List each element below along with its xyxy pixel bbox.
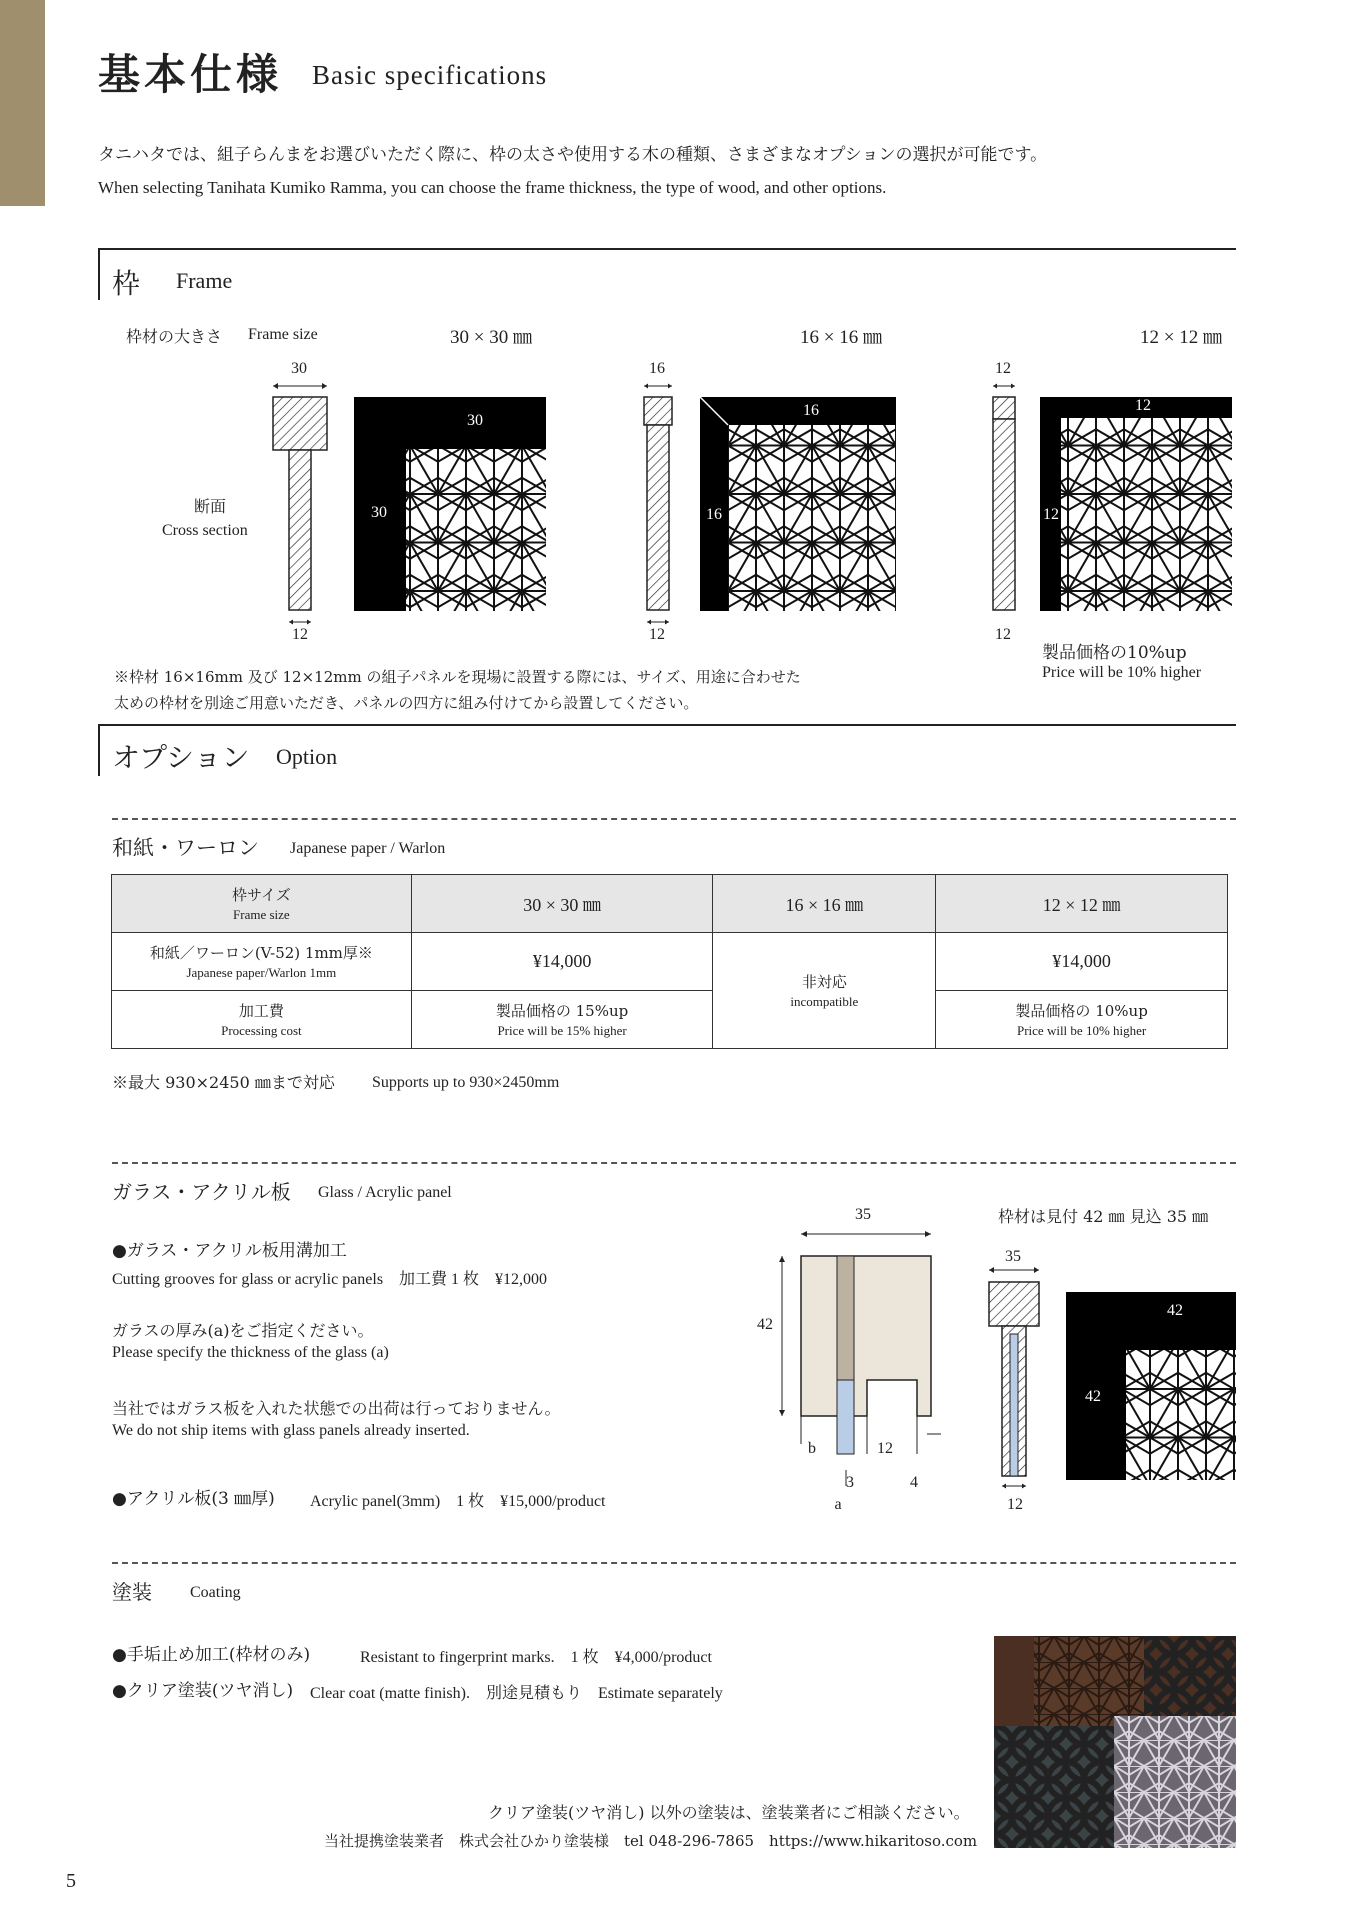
option-section-bar	[98, 724, 1236, 776]
coating-item2-en: Clear coat (matte finish). 別途見積もり Estimate separately	[310, 1685, 723, 1702]
table-cell-processing-30: 製品価格の 15%up Price will be 15% higher	[411, 991, 713, 1049]
divider-paper	[112, 818, 1236, 820]
glass-cross-section	[986, 1266, 1042, 1490]
dim-30-top: 30	[291, 360, 307, 377]
dim-12-top: 12	[995, 360, 1011, 377]
thickness-ja: ガラスの厚み(a)をご指定ください。	[112, 1321, 374, 1340]
dim-16-bottom: 12	[649, 626, 665, 643]
divider-coating	[112, 1562, 1236, 1564]
intro-text-en: When selecting Tanihata Kumiko Ramma, you can choose the frame thickness, the type of wood, and other options.	[98, 178, 887, 197]
acrylic-title-ja: ●アクリル板(3 ㎜厚)	[112, 1489, 275, 1509]
table-header-frame-size: 枠サイズ Frame size	[112, 875, 412, 933]
cross-section-label-en: Cross section	[162, 522, 248, 539]
groove-dim-b: b	[808, 1440, 816, 1457]
cross-section-12	[986, 380, 1022, 640]
coating-partner-info: 当社提携塗装業者 株式会社ひかり塗装様 tel 048-296-7865 https://www.hikaritoso.com	[324, 1832, 978, 1850]
dim-30-bottom: 12	[292, 626, 308, 643]
cross-section-16	[640, 380, 676, 640]
cross-section-30	[270, 380, 330, 640]
ship-note-en: We do not ship items with glass panels already inserted.	[112, 1422, 470, 1439]
dim-16-top: 16	[649, 360, 665, 377]
page-number: 5	[66, 1870, 76, 1892]
intro-text-ja: タニハタでは、組子らんまをお選びいただく際に、枠の太さや使用する木の種類、さまざまなオプションの選択が可能です。	[98, 145, 1048, 165]
glass-cs-dim-bottom: 12	[1007, 1496, 1023, 1513]
coating-item1-ja: ●手垢止め加工(枠材のみ)	[112, 1645, 311, 1665]
coating-contact-note: クリア塗装(ツヤ消し) 以外の塗装は、塗装業者にご相談ください。	[488, 1803, 970, 1822]
glass-title-ja: ガラス・アクリル板	[112, 1180, 291, 1204]
frame-size-label-ja: 枠材の大きさ	[126, 327, 223, 346]
divider-glass	[112, 1162, 1236, 1164]
glass-frame-note: 枠材は見付 42 ㎜ 見込 35 ㎜	[998, 1207, 1209, 1226]
option-section-title-en: Option	[276, 744, 338, 769]
groove-dim-4: 4	[910, 1474, 918, 1491]
table-header-12: 12 × 12 ㎜	[936, 875, 1228, 933]
frame-section-title-ja: 枠	[112, 267, 141, 300]
table-header-16: 16 × 16 ㎜	[713, 875, 936, 933]
front-12-left-dim: 12	[1043, 506, 1059, 523]
glass-front-top-dim: 42	[1167, 1302, 1183, 1319]
groove-dim-3: 3	[846, 1474, 854, 1491]
glass-front-left-dim: 42	[1085, 1388, 1101, 1405]
size-title-30: 30 × 30 ㎜	[450, 327, 532, 348]
frame-section-bar	[98, 248, 1236, 300]
groove-dim-height: 42	[757, 1316, 773, 1333]
frame-note-line2: 太めの枠材を別途ご用意いただき、パネルの四方に組み付けてから設置してください。	[114, 694, 699, 712]
coating-title-ja: 塗装	[112, 1580, 152, 1604]
size-title-12: 12 × 12 ㎜	[1140, 327, 1222, 348]
table-cell-paper-30: ¥14,000	[411, 933, 713, 991]
table-cell-processing-12: 製品価格の 10%up Price will be 10% higher	[936, 991, 1228, 1049]
glass-frame-front	[1066, 1292, 1236, 1480]
size-title-16: 16 × 16 ㎜	[800, 327, 882, 348]
kumiko-panels-photo	[994, 1636, 1236, 1848]
page-title-en: Basic specifications	[312, 60, 548, 90]
frame-note-line1: ※枠材 16×16mm 及び 12×12mm の組子パネルを現場に設置する際には、サイズ、用途に合わせた	[114, 668, 801, 686]
paper-note-ja: ※最大 930×2450 ㎜まで対応	[112, 1073, 335, 1092]
front-16-left-dim: 16	[706, 506, 722, 523]
coating-title-en: Coating	[190, 1584, 241, 1601]
price-up-ja: 製品価格の10%up	[1042, 643, 1187, 663]
frame-front-12	[1040, 397, 1232, 611]
front-12-top-dim: 12	[1135, 397, 1151, 414]
coating-item2-ja: ●クリア塗装(ツヤ消し)	[112, 1681, 294, 1701]
groove-dim-a: a	[834, 1496, 842, 1513]
dim-12-bottom: 12	[995, 626, 1011, 643]
groove-desc-en: Cutting grooves for glass or acrylic panels 加工費 1 枚 ¥12,000	[112, 1271, 548, 1288]
ship-note-ja: 当社ではガラス板を入れた状態での出荷は行っておりません。	[112, 1399, 561, 1418]
groove-dim-12: 12	[877, 1440, 893, 1457]
price-up-en: Price will be 10% higher	[1042, 664, 1202, 681]
groove-dim-width: 35	[855, 1206, 871, 1223]
paper-price-table	[111, 874, 1228, 1049]
front-16-top-dim: 16	[803, 402, 819, 419]
front-30-left-dim: 30	[371, 504, 387, 521]
paper-note-en: Supports up to 930×2450mm	[372, 1074, 560, 1091]
paper-title-ja: 和紙・ワーロン	[112, 836, 259, 860]
page-title-ja: 基本仕様	[98, 50, 283, 99]
gold-corner-tab	[0, 0, 45, 206]
frame-size-label-en: Frame size	[248, 326, 318, 343]
glass-title-en: Glass / Acrylic panel	[318, 1184, 452, 1201]
table-header-30: 30 × 30 ㎜	[411, 875, 713, 933]
cross-section-label-ja: 断面	[194, 497, 227, 516]
table-row-processing-label: 加工費 Processing cost	[112, 991, 412, 1049]
table-cell-incompatible: 非対応 incompatible	[713, 933, 936, 1049]
thickness-en: Please specify the thickness of the glass (a)	[112, 1344, 389, 1361]
option-section-title-ja: オプション	[112, 741, 250, 774]
frame-section-title-en: Frame	[176, 268, 233, 293]
glass-cs-dim-top: 35	[1005, 1248, 1021, 1265]
coating-item1-en: Resistant to fingerprint marks. 1 枚 ¥4,000/product	[360, 1649, 712, 1666]
table-cell-paper-12: ¥14,000	[936, 933, 1228, 991]
groove-title-ja: ●ガラス・アクリル板用溝加工	[112, 1241, 347, 1261]
acrylic-desc-en: Acrylic panel(3mm) 1 枚 ¥15,000/product	[310, 1493, 606, 1510]
frame-front-16	[700, 397, 896, 611]
paper-title-en: Japanese paper / Warlon	[290, 840, 446, 857]
front-30-top-dim: 30	[467, 412, 483, 429]
table-row-paper-label: 和紙／ワーロン(V-52) 1mm厚※ Japanese paper/Warlon 1mm	[112, 933, 412, 991]
